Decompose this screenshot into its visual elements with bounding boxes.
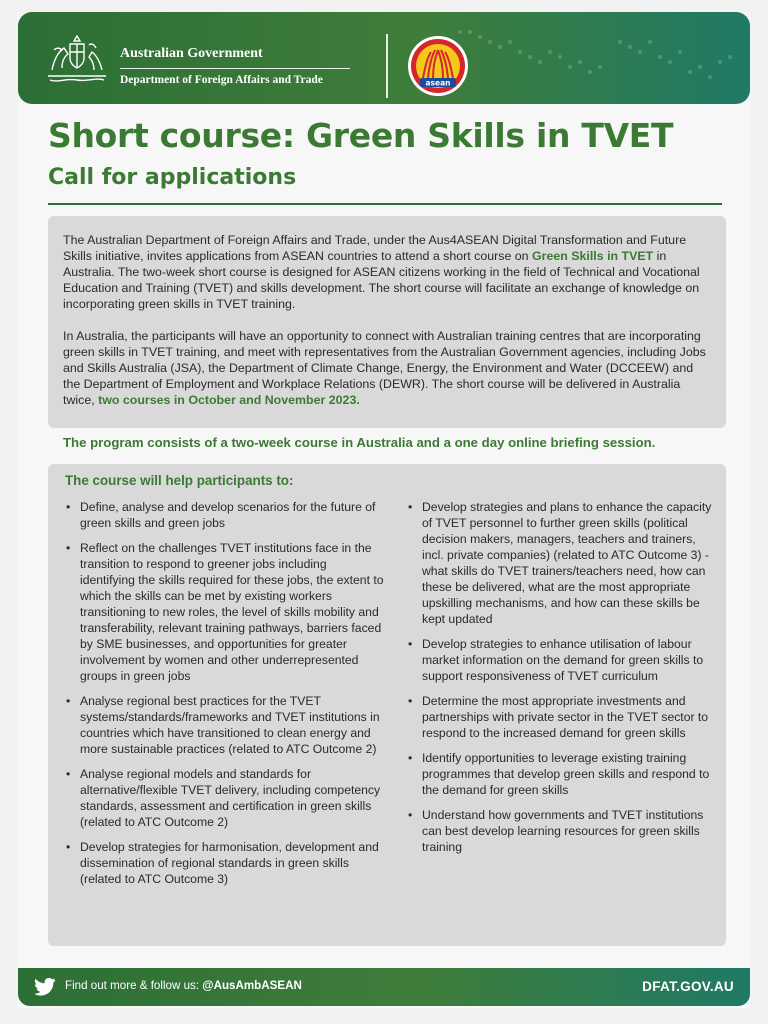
list-item: • Understand how governments and TVET institutions can best develop learning resources for green skills training xyxy=(406,807,712,855)
outcomes-left-column xyxy=(64,499,384,896)
commonwealth-coat-of-arms-icon xyxy=(40,30,114,88)
program-statement: The program consists of a two-week course in Australia and a one day online briefing session. xyxy=(63,435,656,450)
course-outcomes-panel xyxy=(48,464,726,946)
footer-bar xyxy=(18,968,750,1006)
header-banner xyxy=(18,12,750,104)
list-item: • Determine the most appropriate investments and partnerships with private sector in the TVET sector to respond to the increased demand for green skills xyxy=(406,693,712,741)
list-item: • Develop strategies for harmonisation, development and dissemination of regional standards in green skills (related to ATC Outcome 3) xyxy=(64,839,384,887)
twitter-icon[interactable] xyxy=(34,977,56,997)
asean-emblem-icon xyxy=(406,34,470,98)
intro-paragraph-2 xyxy=(63,328,710,408)
list-item: • Analyse regional best practices for the TVET systems/standards/frameworks and TVET institutions in countries which have transitioned to clean energy and more sustainable practices (related to ATC Outcome 2) xyxy=(64,693,384,757)
list-item: • Identify opportunities to leverage existing training programmes that develop green skills and respond to the demand for green skills xyxy=(406,750,712,798)
list-item: • Define, analyse and develop scenarios for the future of green skills and green jobs xyxy=(64,499,384,531)
intro-text: In Australia, the participants will have an opportunity to connect with Australian training centres that are incorporating green skills in TVET training, and meet with representatives from the Australian Government agencies, including Jobs and Skills Australia (JSA), the Department of Climate Change, Energy, the Environment and Water (DCCEEW) and the Department of Employment and Workplace Relations (DEWR). The short course will be delivered in Australia twice, xyxy=(63,329,706,407)
intro-text: in Australia. The two-week short course is designed for ASEAN citizens working in the field of Technical and Vocational Education and Training (TVET) and skills development. The short course will facilitate an exchange of knowledge on incorporating green skills in TVET training. xyxy=(63,249,700,311)
intro-text: The Australian Department of Foreign Affairs and Trade, under the Aus4ASEAN Digital Transformation and Future Skills initiative, invites applications from ASEAN countries to attend a short course on xyxy=(63,233,687,263)
twitter-handle-link[interactable]: @AusAmbASEAN xyxy=(202,979,302,992)
intro-panel xyxy=(48,216,726,428)
department-name: Department of Foreign Affairs and Trade xyxy=(120,74,323,86)
course-dates-highlight: two courses in October and November 2023. xyxy=(98,393,360,407)
vertical-divider xyxy=(386,34,388,98)
course-outcomes-heading: The course will help participants to: xyxy=(65,473,294,488)
course-name-highlight: Green Skills in TVET xyxy=(532,249,654,263)
list-item: • Analyse regional models and standards for alternative/flexible TVET delivery, including competency standards, assessment and certification in green skills (related to ATC Outcome 2) xyxy=(64,766,384,830)
asean-logo-text: asean xyxy=(425,78,451,88)
list-item: • Reflect on the challenges TVET institutions face in the transition to respond to greener jobs including identifying the skills required for these jobs, the extent to which the skills can be met by existing workers transitioning to new roles, the level of skills mobility and transferability, relevant training pathways, barriers faced by SME businesses, and opportunities for greater involvement by women and other underrepresented groups in green jobs xyxy=(64,540,384,684)
government-title: Australian Government xyxy=(120,46,263,61)
divider xyxy=(120,68,350,69)
follow-label: Find out more & follow us: xyxy=(65,979,203,992)
list-item: • Develop strategies to enhance utilisation of labour market information on the demand for green skills to support responsiveness of TVET curriculum xyxy=(406,636,712,684)
page-title: Short course: Green Skills in TVET xyxy=(48,116,674,155)
outcomes-right-column xyxy=(406,499,712,864)
list-item: • Develop strategies and plans to enhance the capacity of TVET personnel to further green skills (political decision makers, managers, teachers and trainers, incl. private companies) (related to ATC Outcome 3) - what skills do TVET trainers/teachers need, how can these be delivered, what are the most appropriate upskilling mechanisms, and how can these skills be kept updated xyxy=(406,499,712,627)
page-subtitle: Call for applications xyxy=(48,165,297,190)
title-underline xyxy=(48,203,722,205)
intro-paragraph-1 xyxy=(63,232,710,312)
follow-text xyxy=(65,979,302,992)
website-link[interactable]: DFAT.GOV.AU xyxy=(642,979,734,994)
